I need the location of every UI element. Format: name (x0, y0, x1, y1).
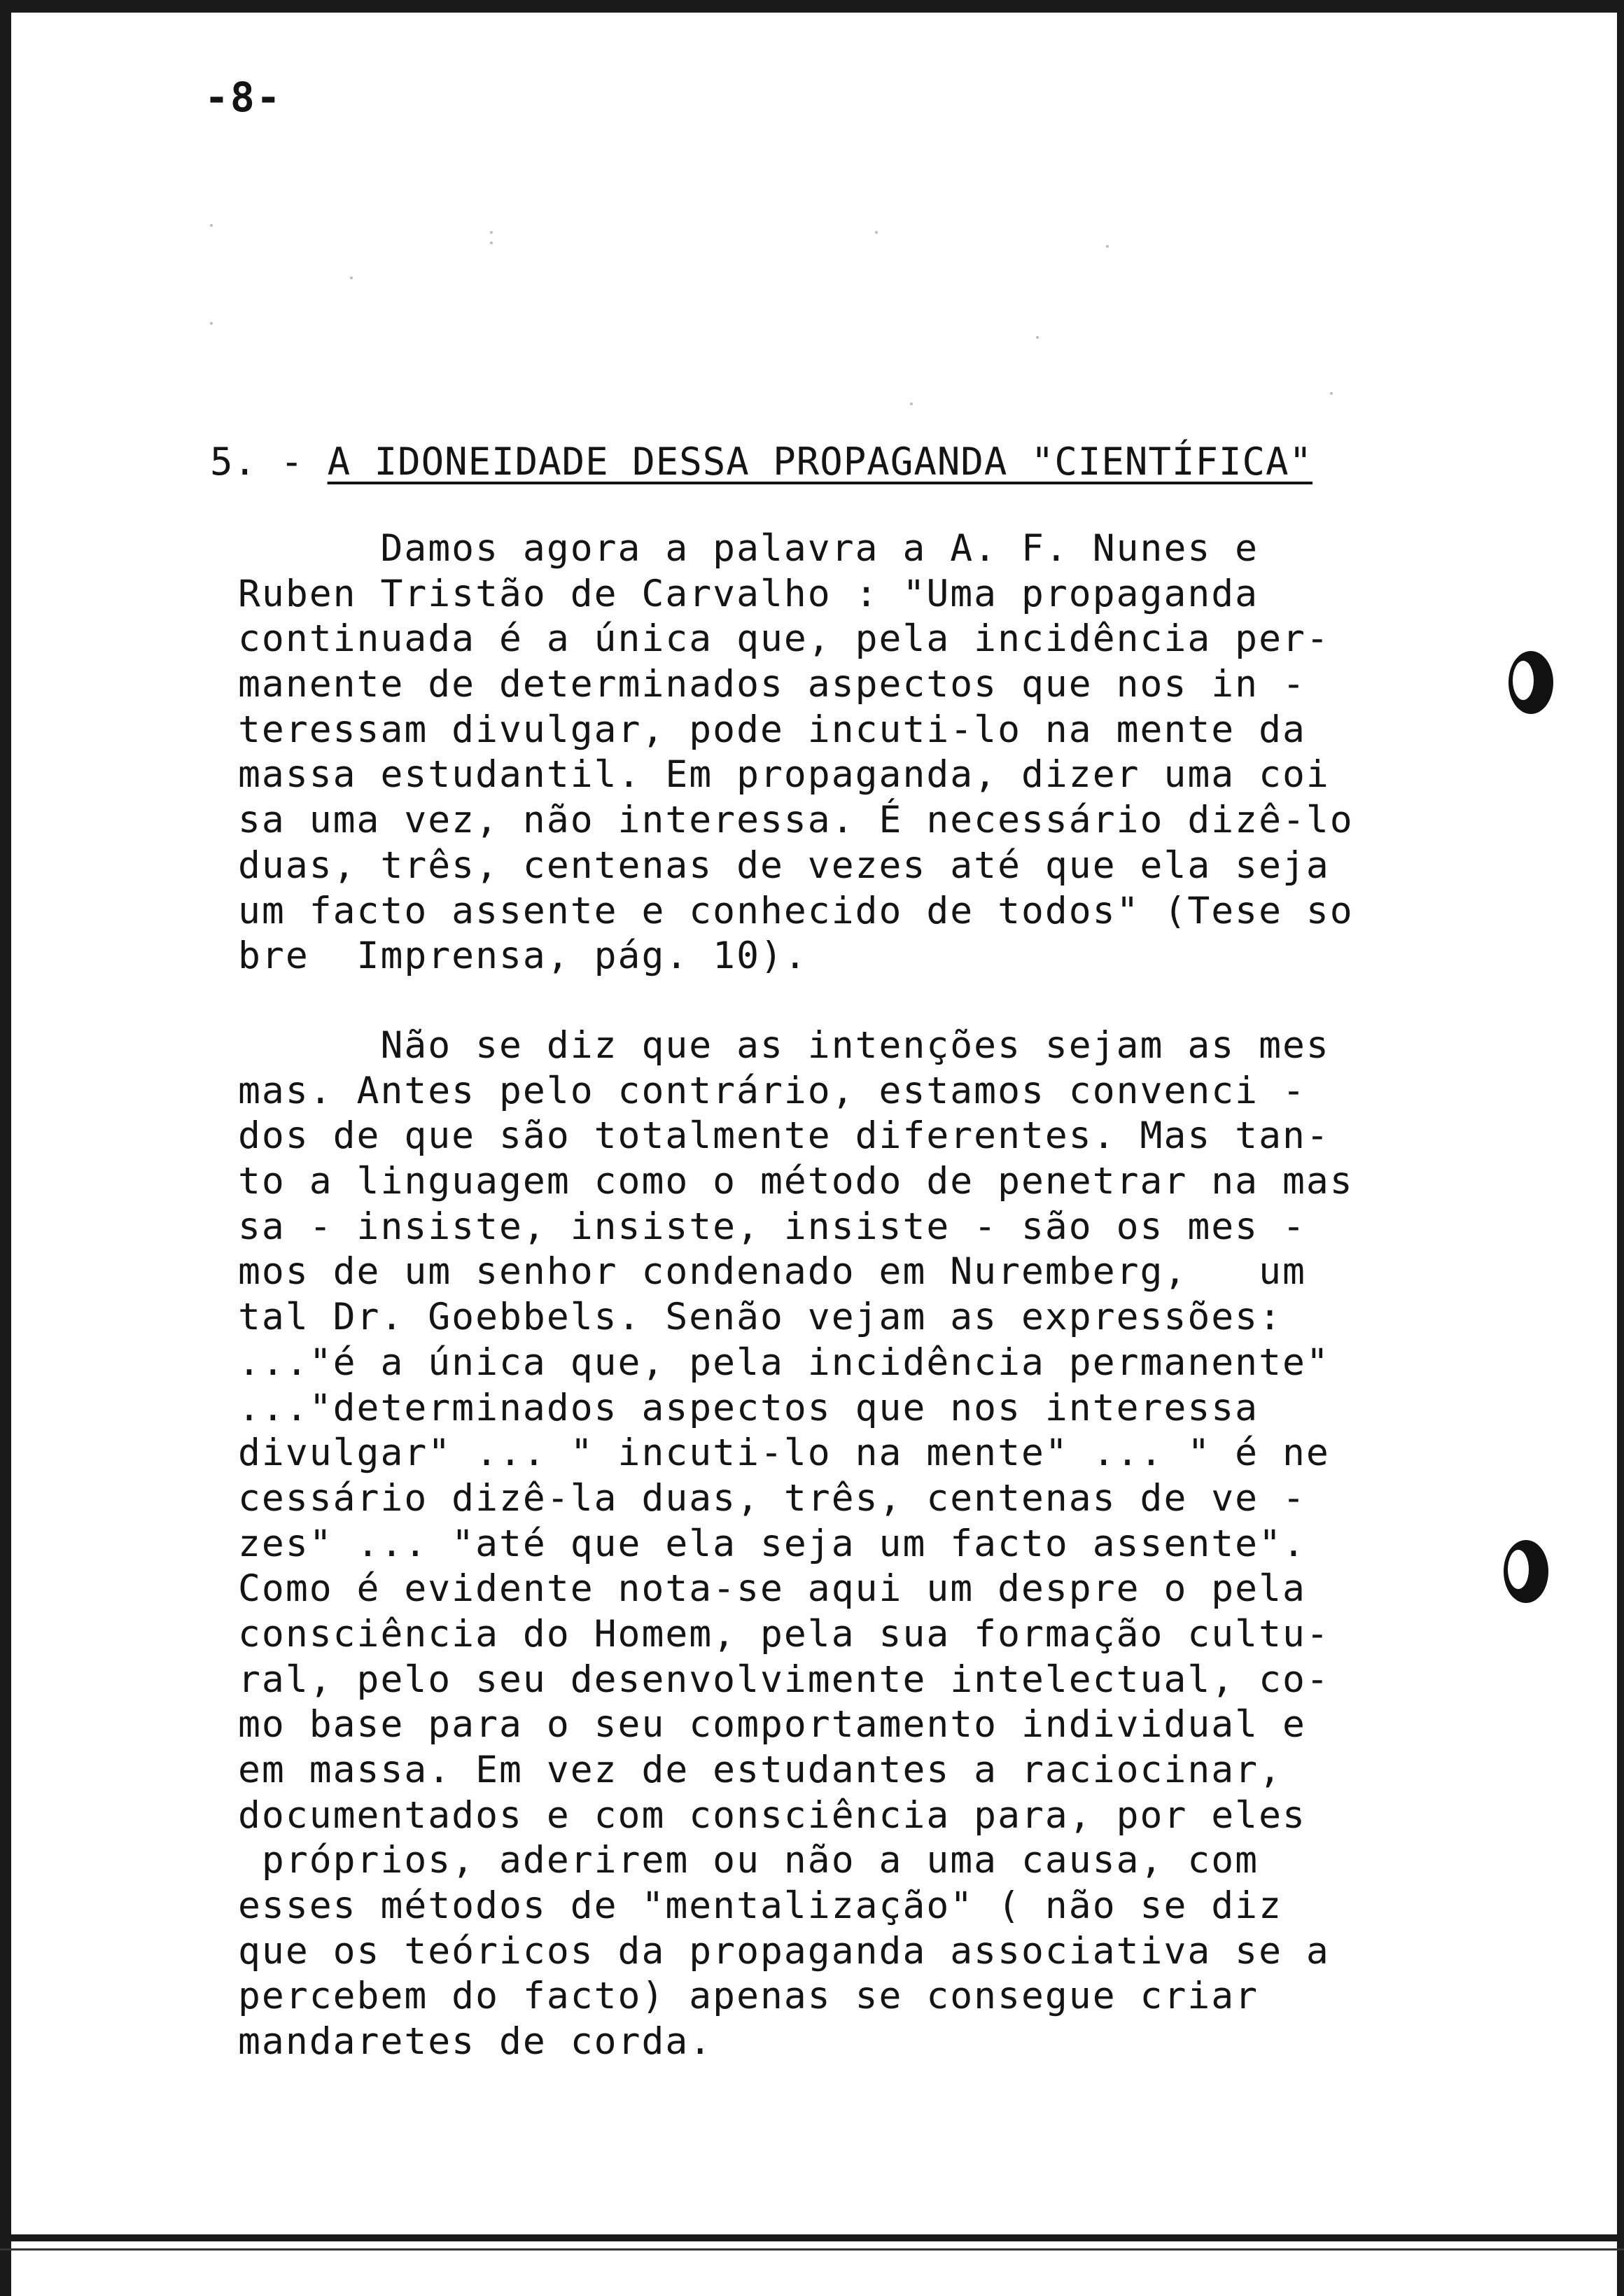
scan-border-bottom (0, 2234, 1624, 2241)
paragraph-line: bre Imprensa, pág. 10). (238, 934, 808, 978)
scan-speck (490, 241, 493, 244)
paragraph-line: que os teóricos da propaganda associativa se a (238, 1929, 1330, 1973)
paragraph-line: dos de que são totalmente diferentes. Mas tan- (238, 1114, 1330, 1158)
paragraph-line: mo base para o seu comportamento individual e (238, 1703, 1306, 1746)
paragraph-line: Damos agora a palavra a A. F. Nunes e (238, 527, 1259, 570)
paragraph-line: ..."é a única que, pela incidência permanente" (238, 1340, 1330, 1384)
paragraph-line: divulgar" ... " incuti-lo na mente" ... " é ne (238, 1432, 1330, 1475)
paragraph-1 (238, 526, 1540, 979)
section-number: 5. - (210, 440, 328, 484)
scan-border-bottom-thin (0, 2248, 1624, 2250)
scan-speck (210, 322, 213, 325)
paragraph-line: cessário dizê-la duas, três, centenas de ve - (238, 1476, 1306, 1520)
paragraph-line: sa uma vez, não interessa. É necessário dizê-lo (238, 799, 1354, 842)
paragraph-2 (238, 1023, 1540, 2065)
scan-speck (875, 231, 878, 234)
scan-speck (1036, 336, 1039, 339)
paragraph-line: mos de um senhor condenado em Nuremberg, um (238, 1250, 1306, 1294)
paragraph-line: ral, pelo seu desenvolvimente intelectual, co- (238, 1658, 1330, 1701)
scan-border-right (1617, 0, 1624, 2296)
punch-hole (1508, 651, 1553, 714)
paragraph-line: to a linguagem como o método de penetrar na mas (238, 1160, 1354, 1203)
scan-speck (350, 276, 353, 279)
page-number: -8- (204, 74, 282, 121)
paragraph-line: massa estudantil. Em propaganda, dizer uma coi (238, 753, 1330, 797)
paragraph-line: teressam divulgar, pode incuti-lo na mente da (238, 708, 1306, 751)
scan-speck (1106, 245, 1109, 248)
scan-speck (210, 224, 213, 227)
paragraph-line: Não se diz que as intenções sejam as mes (238, 1024, 1330, 1067)
scan-border-left (0, 0, 11, 2296)
paragraph-line: percebem do facto) apenas se consegue criar (238, 1975, 1259, 2018)
scan-border-top (0, 0, 1624, 13)
scan-speck (490, 231, 493, 234)
paragraph-line: tal Dr. Goebbels. Senão vejam as expressões: (238, 1296, 1282, 1339)
paragraph-line: continuada é a única que, pela incidência per- (238, 617, 1330, 661)
paragraph-line: duas, três, centenas de vezes até que ela seja (238, 844, 1330, 887)
paragraph-line: mandaretes de corda. (238, 2020, 713, 2064)
paragraph-line: um facto assente e conhecido de todos" (Tese so (238, 889, 1354, 932)
paragraph-line: próprios, aderirem ou não a uma causa, com (238, 1839, 1259, 1882)
paragraph-line: esses métodos de "mentalização" ( não se diz (238, 1884, 1282, 1928)
paragraph-line: zes" ... "até que ela seja um facto assente". (238, 1522, 1306, 1565)
paragraph-line: consciência do Homem, pela sua formação cultu- (238, 1612, 1330, 1656)
paragraph-line: sa - insiste, insiste, insiste - são os mes - (238, 1205, 1306, 1248)
scan-speck (1330, 392, 1333, 395)
section-heading (210, 438, 1540, 486)
section-title: A IDONEIDADE DESSA PROPAGANDA "CIENTÍFICA" (327, 440, 1313, 484)
paragraph-line: Ruben Tristão de Carvalho : "Uma propaganda (238, 572, 1259, 615)
punch-hole (1504, 1540, 1548, 1603)
paragraph-line: mas. Antes pelo contrário, estamos convenci - (238, 1069, 1306, 1112)
paragraph-line: documentados e com consciência para, por eles (238, 1793, 1306, 1837)
paragraph-line: em massa. Em vez de estudantes a raciocinar, (238, 1749, 1282, 1791)
paragraph-line: manente de determinados aspectos que nos in - (238, 663, 1306, 706)
paragraph-line: Como é evidente nota-se aqui um despre o pela (238, 1567, 1306, 1611)
paragraph-line: ..."determinados aspectos que nos interessa (238, 1386, 1259, 1429)
scan-speck (910, 402, 913, 405)
